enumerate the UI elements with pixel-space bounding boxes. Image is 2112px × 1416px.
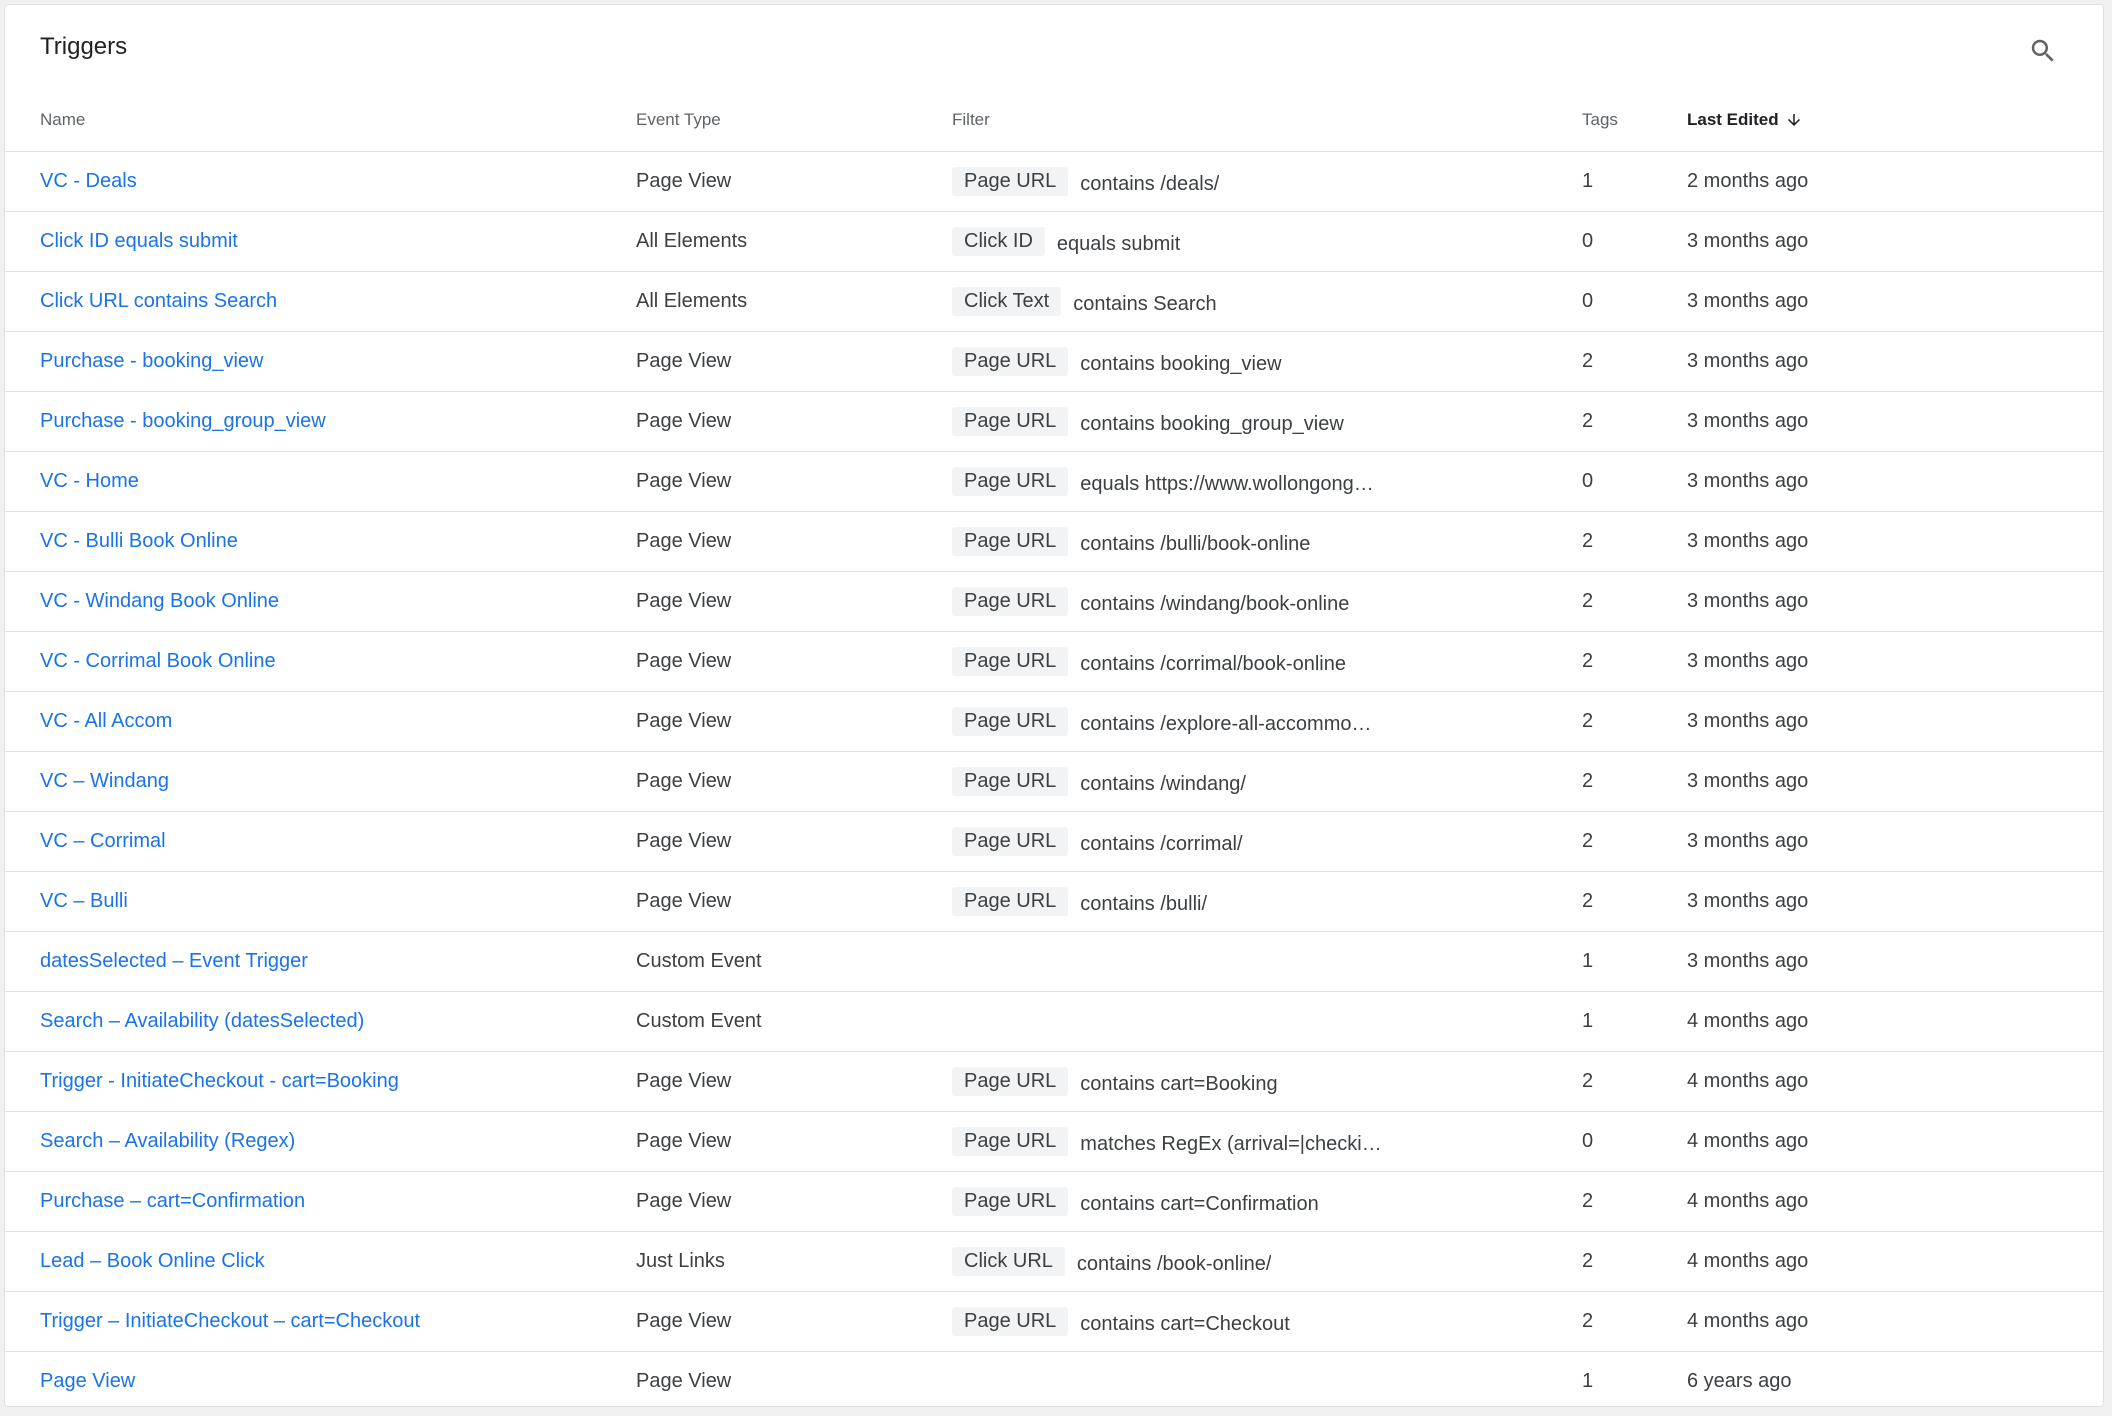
filter-variable-chip: Page URL	[952, 167, 1068, 196]
cell-last-edited: 4 months ago	[1687, 1232, 2103, 1292]
filter-variable-chip: Page URL	[952, 827, 1068, 856]
trigger-name-link[interactable]: Click URL contains Search	[40, 290, 278, 312]
cell-event-type: Page View	[636, 452, 952, 512]
cell-name	[5, 452, 636, 512]
filter-variable-chip: Click ID	[952, 227, 1045, 256]
cell-last-edited: 4 months ago	[1687, 1052, 2103, 1112]
cell-tags: 2	[1582, 1292, 1687, 1352]
cell-last-edited: 3 months ago	[1687, 332, 2103, 392]
cell-tags: 1	[1582, 1370, 1594, 1392]
cell-filter	[952, 512, 1582, 572]
table-row[interactable]	[5, 1232, 2103, 1292]
cell-tags: 2	[1582, 1052, 1687, 1112]
filter-variable-chip: Click URL	[952, 1247, 1065, 1276]
cell-event-type: All Elements	[636, 212, 952, 272]
cell-event-type: Page View	[636, 572, 952, 632]
cell-name	[5, 1172, 636, 1232]
search-button[interactable]	[2023, 31, 2063, 71]
column-header-event-type[interactable]: Event Type	[636, 89, 952, 152]
table-row[interactable]	[5, 212, 2103, 272]
cell-name	[5, 332, 636, 392]
column-header-last-edited-label: Last Edited	[1687, 110, 1779, 129]
cell-name	[5, 1112, 636, 1172]
cell-filter	[952, 1292, 1582, 1352]
cell-last-edited: 3 months ago	[1687, 932, 2103, 992]
cell-tags: 2	[1582, 332, 1687, 392]
table-row[interactable]	[5, 152, 2103, 212]
filter-variable-chip: Page URL	[952, 587, 1068, 616]
cell-filter	[952, 272, 1582, 332]
cell-filter	[952, 1052, 1582, 1112]
cell-name	[5, 1232, 636, 1292]
cell-event-type: Page View	[636, 392, 952, 452]
filter-condition: equals https://www.wollongong…	[1080, 473, 1374, 495]
cell-last-edited: 4 months ago	[1687, 992, 2103, 1052]
trigger-name-link[interactable]: VC - Windang Book Online	[40, 590, 280, 612]
cell-event-type: Page View	[636, 1052, 952, 1112]
cell-tags: 0	[1582, 1112, 1687, 1172]
cell-filter	[952, 872, 1582, 932]
table-row[interactable]	[5, 572, 2103, 632]
table-row[interactable]	[5, 752, 2103, 812]
table-row[interactable]	[5, 1052, 2103, 1112]
column-header-tags[interactable]: Tags	[1582, 89, 1687, 152]
cell-filter	[952, 212, 1582, 272]
trigger-name-link[interactable]: Search – Availability (Regex)	[40, 1130, 296, 1152]
filter-condition: contains /corrimal/book-online	[1080, 653, 1346, 675]
cell-tags: 2	[1582, 692, 1687, 752]
cell-name	[5, 392, 636, 452]
triggers-card	[4, 4, 2104, 1407]
trigger-name-link[interactable]: Purchase – cart=Confirmation	[40, 1190, 306, 1212]
cell-last-edited: 6 years ago	[1687, 1370, 1792, 1392]
filter-variable-chip: Page URL	[952, 1307, 1068, 1336]
trigger-name-link[interactable]: VC – Bulli	[40, 890, 128, 912]
cell-name	[5, 272, 636, 332]
cell-filter	[952, 992, 1582, 1052]
arrow-down-icon	[1785, 111, 1803, 129]
cell-event-type: Page View	[636, 632, 952, 692]
cell-last-edited: 3 months ago	[1687, 392, 2103, 452]
cell-event-type: Page View	[636, 872, 952, 932]
column-header-last-edited[interactable]	[1687, 89, 2103, 152]
cell-name	[5, 812, 636, 872]
cell-name	[5, 1292, 636, 1352]
filter-condition: contains /windang/book-online	[1080, 593, 1350, 615]
cell-event-type: Page View	[636, 332, 952, 392]
cell-event-type: Page View	[636, 1292, 952, 1352]
table-body	[5, 152, 2103, 1408]
trigger-name-link[interactable]: Purchase - booking_group_view	[40, 410, 326, 432]
filter-condition: contains cart=Booking	[1080, 1073, 1278, 1095]
table-row[interactable]	[5, 872, 2103, 932]
table-row[interactable]	[5, 272, 2103, 332]
triggers-table	[5, 89, 2103, 1407]
filter-condition: contains /explore-all-accommo…	[1080, 713, 1372, 735]
table-row[interactable]	[5, 992, 2103, 1052]
filter-condition: contains booking_group_view	[1080, 413, 1344, 435]
cell-filter	[952, 812, 1582, 872]
cell-name	[5, 752, 636, 812]
filter-condition: contains /corrimal/	[1080, 833, 1243, 855]
cell-last-edited: 3 months ago	[1687, 572, 2103, 632]
trigger-name-link[interactable]: VC - Bulli Book Online	[40, 530, 238, 552]
table-row[interactable]	[5, 1172, 2103, 1232]
cell-tags: 2	[1582, 1232, 1687, 1292]
filter-variable-chip: Page URL	[952, 467, 1068, 496]
cell-last-edited: 3 months ago	[1687, 692, 2103, 752]
trigger-name-link[interactable]: VC – Windang	[40, 770, 169, 792]
cell-name	[5, 212, 636, 272]
filter-variable-chip: Page URL	[952, 767, 1068, 796]
table-row[interactable]	[5, 932, 2103, 992]
trigger-name-link[interactable]: Lead – Book Online Click	[40, 1250, 265, 1272]
trigger-name-link[interactable]: Click ID equals submit	[40, 230, 238, 252]
trigger-name-link[interactable]: VC - All Accom	[40, 710, 173, 732]
cell-tags: 1	[1582, 992, 1687, 1052]
cell-name	[5, 992, 636, 1052]
cell-event-type: Page View	[636, 812, 952, 872]
cell-filter	[952, 572, 1582, 632]
cell-event-type: Page View	[636, 512, 952, 572]
cell-filter	[952, 452, 1582, 512]
cell-filter	[952, 1172, 1582, 1232]
cell-event-type: Just Links	[636, 1232, 952, 1292]
trigger-name-link[interactable]: Page View	[40, 1370, 136, 1392]
table-header-row	[5, 89, 2103, 152]
page-title: Triggers	[40, 33, 128, 60]
cell-filter	[952, 1352, 1582, 1408]
filter-condition: contains /windang/	[1080, 773, 1246, 795]
cell-last-edited: 2 months ago	[1687, 152, 2103, 212]
cell-event-type: Page View	[636, 752, 952, 812]
cell-tags: 2	[1582, 812, 1687, 872]
cell-name	[5, 932, 636, 992]
cell-filter	[952, 392, 1582, 452]
trigger-name-link[interactable]: Trigger – InitiateCheckout – cart=Checkout	[40, 1310, 421, 1332]
cell-last-edited: 4 months ago	[1687, 1112, 2103, 1172]
filter-condition: contains /deals/	[1080, 173, 1220, 195]
trigger-name-link[interactable]: VC - Home	[40, 470, 139, 492]
trigger-name-link[interactable]: VC – Corrimal	[40, 830, 166, 852]
table-row[interactable]	[5, 1292, 2103, 1352]
filter-variable-chip: Page URL	[952, 1127, 1068, 1156]
cell-event-type: Page View	[636, 1172, 952, 1232]
table-row[interactable]	[5, 452, 2103, 512]
table-row[interactable]	[5, 632, 2103, 692]
filter-condition: contains /bulli/book-online	[1080, 533, 1311, 555]
filter-condition: contains booking_view	[1080, 353, 1282, 375]
filter-condition: contains cart=Confirmation	[1080, 1193, 1319, 1215]
trigger-name-link[interactable]: Trigger - InitiateCheckout - cart=Booking	[40, 1070, 399, 1092]
cell-last-edited: 3 months ago	[1687, 272, 2103, 332]
cell-event-type: Custom Event	[636, 992, 952, 1052]
cell-event-type: Page View	[636, 1112, 952, 1172]
cell-last-edited: 3 months ago	[1687, 752, 2103, 812]
cell-tags: 0	[1582, 272, 1687, 332]
cell-tags: 0	[1582, 452, 1687, 512]
table-row[interactable]	[5, 512, 2103, 572]
column-header-filter: Filter	[952, 89, 1582, 152]
cell-last-edited: 3 months ago	[1687, 452, 2103, 512]
table-row[interactable]	[5, 392, 2103, 452]
cell-tags: 0	[1582, 212, 1687, 272]
table-row[interactable]	[5, 812, 2103, 872]
cell-filter	[952, 632, 1582, 692]
cell-last-edited: 3 months ago	[1687, 872, 2103, 932]
cell-event-type: Page View	[636, 692, 952, 752]
cell-event-type: Page View	[636, 152, 952, 212]
cell-name	[5, 1352, 636, 1408]
filter-variable-chip: Page URL	[952, 647, 1068, 676]
trigger-name-link[interactable]: Search – Availability (datesSelected)	[40, 1010, 365, 1032]
card-header	[5, 5, 2103, 89]
cell-tags: 2	[1582, 752, 1687, 812]
cell-last-edited: 3 months ago	[1687, 812, 2103, 872]
cell-event-type: Page View	[636, 1370, 732, 1392]
column-header-name[interactable]: Name	[5, 89, 636, 152]
trigger-name-link[interactable]: VC - Corrimal Book Online	[40, 650, 276, 672]
filter-condition: contains cart=Checkout	[1080, 1313, 1290, 1335]
cell-name	[5, 152, 636, 212]
cell-filter	[952, 932, 1582, 992]
cell-tags: 2	[1582, 392, 1687, 452]
cell-filter	[952, 1232, 1582, 1292]
cell-tags: 2	[1582, 572, 1687, 632]
cell-name	[5, 572, 636, 632]
filter-variable-chip: Page URL	[952, 1187, 1068, 1216]
filter-condition: contains /bulli/	[1080, 893, 1208, 915]
cell-filter	[952, 152, 1582, 212]
sort-wrap	[1687, 110, 1803, 130]
cell-last-edited: 3 months ago	[1687, 632, 2103, 692]
cell-tags: 2	[1582, 632, 1687, 692]
trigger-name-link[interactable]: VC - Deals	[40, 170, 137, 192]
cell-event-type: All Elements	[636, 272, 952, 332]
cell-tags: 2	[1582, 512, 1687, 572]
filter-variable-chip: Page URL	[952, 347, 1068, 376]
search-icon	[2028, 36, 2058, 66]
table-row[interactable]	[5, 1352, 2103, 1408]
cell-tags: 1	[1582, 932, 1687, 992]
cell-filter	[952, 332, 1582, 392]
cell-tags: 2	[1582, 1172, 1687, 1232]
filter-variable-chip: Page URL	[952, 407, 1068, 436]
cell-tags: 1	[1582, 152, 1687, 212]
filter-variable-chip: Page URL	[952, 1067, 1068, 1096]
filter-condition: matches RegEx (arrival=|checki…	[1080, 1133, 1382, 1155]
filter-variable-chip: Click Text	[952, 287, 1061, 316]
table-row[interactable]	[5, 692, 2103, 752]
filter-condition: contains Search	[1073, 293, 1217, 315]
cell-filter	[952, 1112, 1582, 1172]
filter-variable-chip: Page URL	[952, 707, 1068, 736]
cell-last-edited: 4 months ago	[1687, 1292, 2103, 1352]
cell-filter	[952, 692, 1582, 752]
cell-last-edited: 3 months ago	[1687, 212, 2103, 272]
cell-name	[5, 1052, 636, 1112]
filter-condition: contains /book-online/	[1076, 1253, 1272, 1275]
trigger-name-link[interactable]: datesSelected – Event Trigger	[40, 950, 308, 972]
cell-name	[5, 512, 636, 572]
cell-tags: 2	[1582, 872, 1687, 932]
cell-last-edited: 3 months ago	[1687, 512, 2103, 572]
filter-variable-chip: Page URL	[952, 527, 1068, 556]
table-row[interactable]	[5, 1112, 2103, 1172]
cell-event-type: Custom Event	[636, 932, 952, 992]
trigger-name-link[interactable]: Purchase - booking_view	[40, 350, 264, 372]
cell-name	[5, 632, 636, 692]
filter-variable-chip: Page URL	[952, 887, 1068, 916]
cell-filter	[952, 752, 1582, 812]
filter-condition: equals submit	[1056, 233, 1181, 255]
cell-name	[5, 872, 636, 932]
cell-last-edited: 4 months ago	[1687, 1172, 2103, 1232]
table-row[interactable]	[5, 332, 2103, 392]
cell-name	[5, 692, 636, 752]
